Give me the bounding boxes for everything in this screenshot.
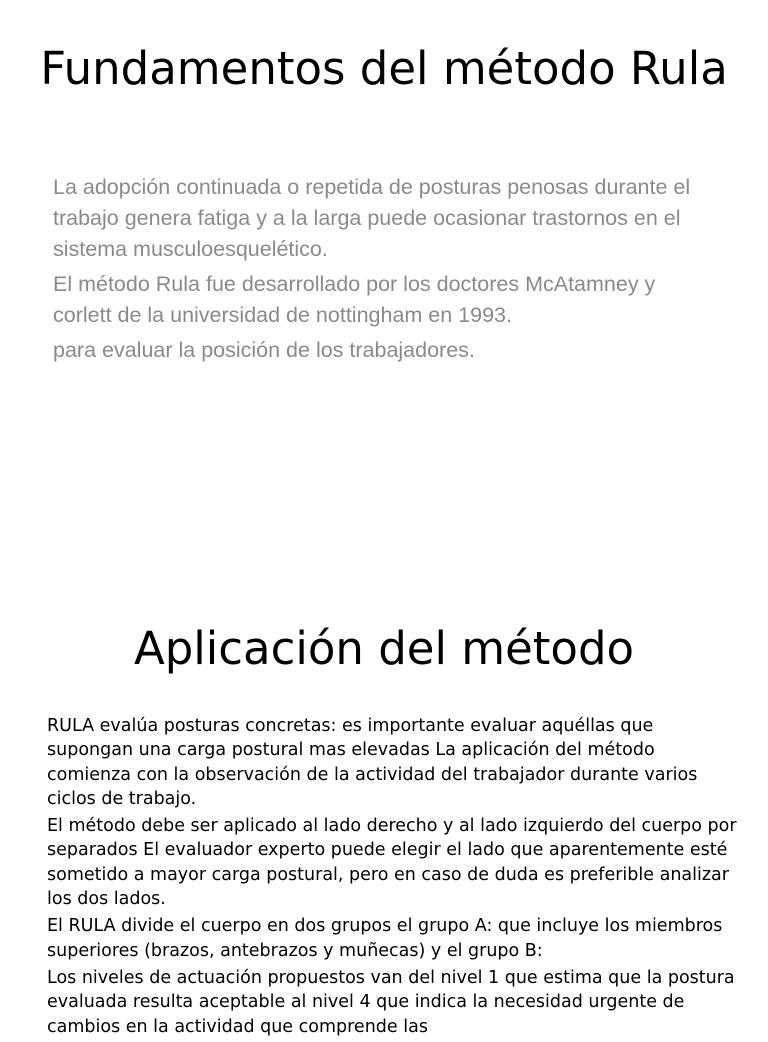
slide-2-paragraph: Los niveles de actuación propuestos van del nivel 1 que estima que la postura evaluada resulta aceptable al nivel 4 que indica la necesidad urgente de cambios en la actividad que comprende las (47, 967, 735, 1037)
slide-2-title: Aplicación del método (133, 622, 635, 675)
slide-2-body (47, 714, 737, 1042)
slide-1-paragraph: La adopción continuada o repetida de posturas penosas durante el trabajo genera fatiga y a la larga puede ocasionar trastornos en el sistema musculoesquelético. (53, 175, 691, 261)
slide-2-paragraph: RULA evalúa posturas concretas: es importante evaluar aquéllas que supongan una carga postural mas elevadas La aplicación del método comienza con la observación de la actividad del trabajador durante varios ciclos de trabajo. (47, 716, 698, 809)
slide-1-paragraph: El método Rula fue desarrollado por los doctores McAtamney y corlett de la universidad de nottingham en 1993. (53, 272, 656, 327)
slide-2-paragraph: El RULA divide el cuerpo en dos grupos el grupo A: que incluye los miembros superiores (brazos, antebrazos y muñecas) y el grupo B: (47, 916, 723, 961)
slide-1-paragraph: para evaluar la posición de los trabajadores. (53, 338, 475, 362)
slide-1-title: Fundamentos del método Rula (40, 42, 728, 95)
slide-1-body (53, 172, 713, 370)
slide-2-paragraph: El método debe ser aplicado al lado derecho y al lado izquierdo del cuerpo por separados El evaluador experto puede elegir el lado que aparentemente esté sometido a mayor carga postural, pero en caso de duda es preferible analizar los dos lados. (47, 816, 737, 910)
